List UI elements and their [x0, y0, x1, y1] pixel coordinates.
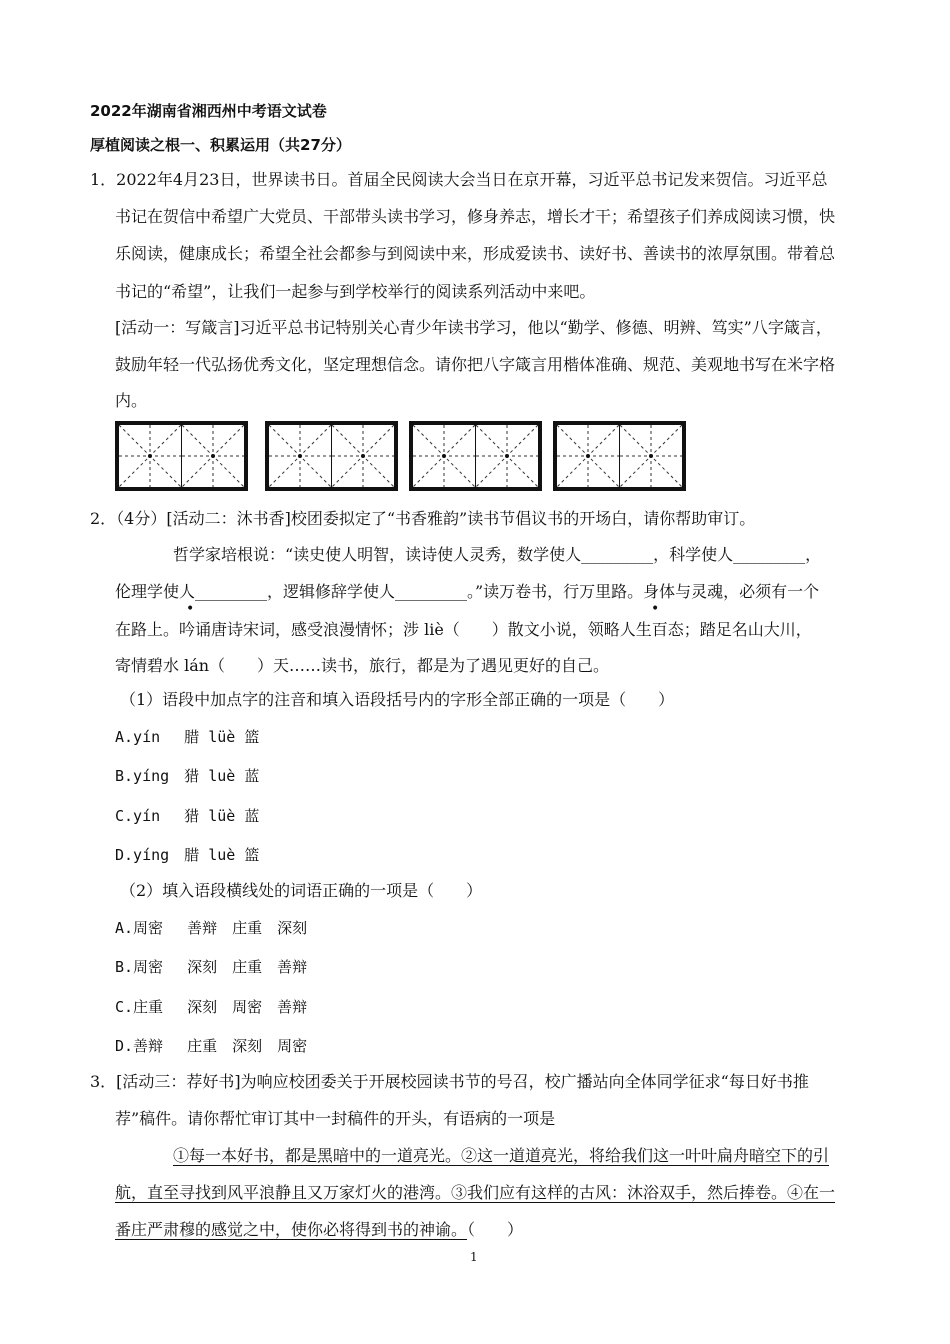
section-title: 厚植阅读之根一、积累运用（共27分）	[90, 136, 351, 154]
q1-line-3: 乐阅读，健康成长；希望全社会都参与到阅读中来，形成爱读书、读好书、善读书的浓厚氛围。带着总	[115, 244, 836, 263]
mizige-cell[interactable]	[332, 424, 395, 488]
q3-passage-1: ①每一本好书，都是黑暗中的一道亮光。②这一道道亮光，将给我们这一叶叶扁舟暗空下的引	[173, 1146, 830, 1165]
page-number: 1	[470, 1250, 478, 1264]
q2-sub1-option-c[interactable]: C.yín 猎 lüè 蓝	[115, 807, 260, 825]
mizige-grid-4[interactable]	[553, 421, 686, 491]
q3-passage-2: 航，直至寻找到风平浪静且又万家灯火的港湾。③我们应有这样的古风：沐浴双手，然后捧卷。④在一	[115, 1183, 836, 1202]
q2-sub1-question: （1）语段中加点字的注音和填入语段括号内的字形全部正确的一项是（ ）	[120, 690, 675, 709]
q1-line-6: 鼓励年轻一代弘扬优秀文化，坚定理想信念。请你把八字箴言用楷体准确、规范、美观地书写在米字格	[115, 355, 836, 374]
mizige-cell[interactable]	[182, 424, 245, 488]
mizige-grid-3[interactable]	[409, 421, 542, 491]
q1-line-1: 1．2022年4月23日，世界读书日。首届全民阅读大会当日在京开幕，习近平总书记发来贺信。习近平总	[90, 170, 828, 189]
mizige-grid-1[interactable]	[115, 421, 248, 491]
q2-passage-1: 哲学家培根说：“读史使人明智，读诗使人灵秀，数学使人_________，科学使人_________，	[173, 545, 822, 564]
mizige-cell[interactable]	[118, 424, 182, 488]
mizige-cell[interactable]	[476, 424, 539, 488]
q2-intro: 2．（4分）[活动二：沐书香]校团委拟定了“书香雅韵”读书节倡议书的开场白，请你帮助审订。	[90, 509, 756, 528]
q2-sub2-option-b[interactable]: B.周密 深刻 庄重 善辩	[115, 958, 308, 976]
emphasis-dot: •	[186, 601, 195, 617]
q2-sub2-option-c[interactable]: C.庄重 深刻 周密 善辩	[115, 998, 308, 1016]
q3-passage-3-text: 番庄严肃穆的感觉之中，使你必将得到书的神谕。	[115, 1220, 468, 1239]
q2-sub1-option-a[interactable]: A.yín 腊 lüè 篮	[115, 728, 260, 746]
exam-title: 2022年湖南省湘西州中考语文试卷	[90, 102, 327, 120]
q2-sub2-question: （2）填入语段横线处的词语正确的一项是（ ）	[120, 881, 483, 900]
q2-passage-4: 寄情碧水 lán（ ）天……读书，旅行，都是为了遇见更好的自己。	[115, 656, 610, 675]
q2-sub2-option-d[interactable]: D.善辩 庄重 深刻 周密	[115, 1037, 308, 1055]
mizige-cell[interactable]	[412, 424, 476, 488]
mizige-grid-2[interactable]	[265, 421, 398, 491]
q3-answer-paren: （ ）	[467, 1220, 524, 1239]
mizige-cell[interactable]	[268, 424, 332, 488]
mizige-cell[interactable]	[556, 424, 620, 488]
q1-line-2: 书记在贺信中希望广大党员、干部带头读书学习，修身养志，增长才干；希望孩子们养成阅读习惯，快	[115, 207, 836, 226]
q3-line-1: 3．[活动三：荐好书]为响应校团委关于开展校园读书节的号召，校广播站向全体同学征求“每日好书推	[90, 1072, 809, 1091]
q2-passage-2: 伦理学使人_________，逻辑修辞学使人_________。”读万卷书，行万里路。身体与灵魂，必须有一个	[115, 582, 820, 601]
emphasis-dot: •	[651, 601, 660, 617]
q1-line-5: [活动一：写箴言]习近平总书记特别关心青少年读书学习，他以“勤学、修德、明辨、笃实”八字箴言，	[115, 318, 832, 337]
q3-passage-3	[115, 1220, 523, 1240]
q1-line-7: 内。	[115, 391, 148, 410]
q3-line-2: 荐”稿件。请你帮忙审订其中一封稿件的开头，有语病的一项是	[115, 1109, 556, 1128]
q2-sub1-option-b[interactable]: B.yíng 猎 luè 蓝	[115, 767, 260, 785]
q2-passage-3: 在路上。吟诵唐诗宋词，感受浪漫情怀；涉 liè（ ）散文小说，领略人生百态；踏足名山大川，	[115, 620, 812, 639]
q2-sub1-option-d[interactable]: D.yíng 腊 luè 篮	[115, 846, 260, 864]
q2-sub2-option-a[interactable]: A.周密 善辩 庄重 深刻	[115, 919, 308, 937]
q1-line-4: 书记的“希望”，让我们一起参与到学校举行的阅读系列活动中来吧。	[115, 282, 596, 301]
mizige-cell[interactable]	[620, 424, 683, 488]
